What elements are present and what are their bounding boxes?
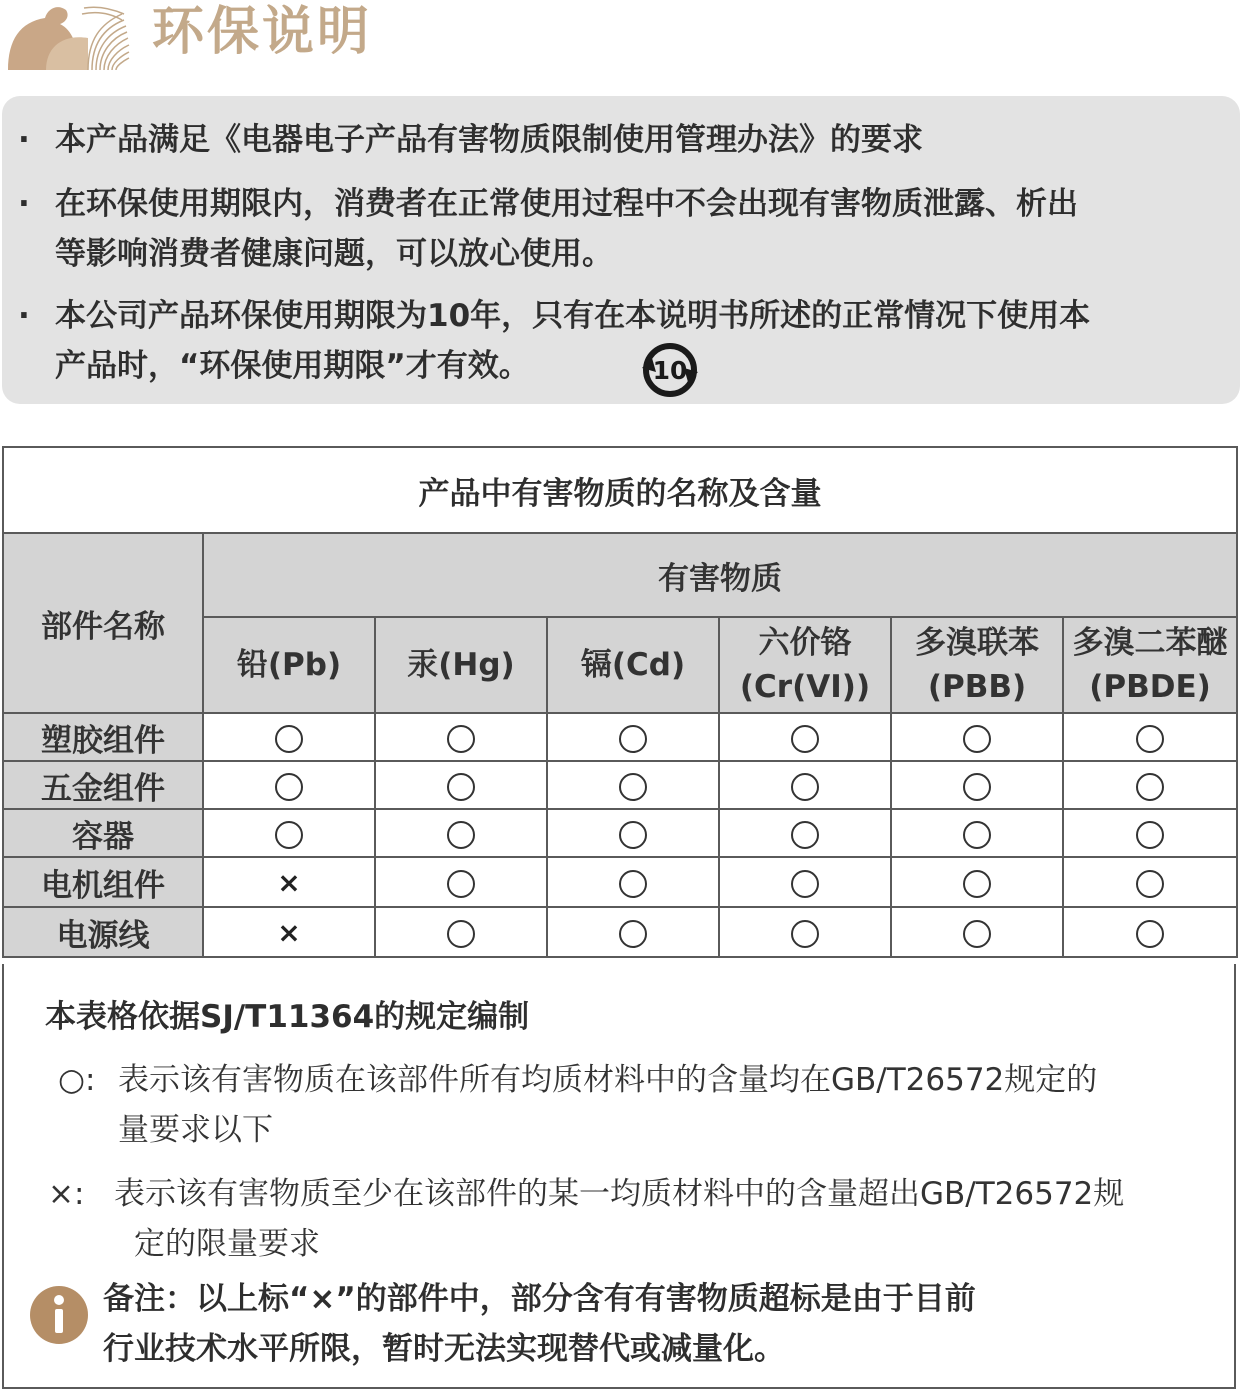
substance-header-hg: 汞(Hg) [375,617,547,713]
bullet-dot: · [18,122,30,158]
page-header [0,0,1240,80]
hazardous-substances-table [2,446,1238,958]
substance-status-cell [1063,907,1237,957]
part-name-cell: 五金组件 [3,761,203,809]
substance-status-cell [547,809,719,857]
substance-status-cell [719,761,891,809]
info-icon [30,1286,88,1344]
legend-symbol: ○: [58,1062,96,1098]
table-row [3,907,1237,957]
environmental-protection-period-icon [638,338,702,402]
statement-text: 本公司产品环保使用期限为10年，只有在本说明书所述的正常情况下使用本 [55,298,1091,334]
compliant-mark [1136,821,1164,849]
compliant-mark [619,773,647,801]
table-row [3,761,1237,809]
compliant-mark [791,870,819,898]
substance-status-cell [375,907,547,957]
compliant-mark [619,725,647,753]
substance-status-cell [1063,761,1237,809]
compliant-mark [447,920,475,948]
substance-header-pbde: 多溴二苯醚 (PBDE) [1063,617,1237,713]
compliant-mark [447,821,475,849]
legend-text: 量要求以下 [118,1112,273,1148]
compliant-mark [963,870,991,898]
statement-text: 等影响消费者健康问题，可以放心使用。 [55,236,613,272]
substance-status-cell [547,857,719,907]
substance-status-cell [547,713,719,761]
substance-status-cell [719,809,891,857]
part-name-header: 部件名称 [3,533,203,713]
compliant-mark [447,773,475,801]
compliant-mark [1136,870,1164,898]
substance-status-cell [203,907,375,957]
substance-status-cell [203,809,375,857]
substance-header-pb: 铅(Pb) [203,617,375,713]
substance-status-cell [719,713,891,761]
compliant-mark [791,821,819,849]
legend-circle [58,1055,1218,1155]
compliant-mark [619,870,647,898]
table-row [3,857,1237,907]
part-name-cell: 容器 [3,809,203,857]
legend-text: 表示该有害物质至少在该部件的某一均质材料中的含量超出GB/T26572规 [114,1176,1125,1212]
table-row [3,713,1237,761]
exceeds-mark: × [277,916,301,949]
substance-status-cell [203,761,375,809]
exceeds-mark: × [277,866,301,899]
substance-status-cell [375,761,547,809]
compliant-mark [1136,773,1164,801]
part-name-cell: 塑胶组件 [3,713,203,761]
compliant-mark [1136,920,1164,948]
substance-status-cell [719,857,891,907]
compliant-mark [963,821,991,849]
statement-text: 产品时，“环保使用期限”才有效。 [55,348,530,384]
substance-header-cr6: 六价铬 (Cr(VI)) [719,617,891,713]
remark-line: 行业技术水平所限，暂时无法实现替代或减量化。 [103,1331,785,1367]
compliant-mark [275,821,303,849]
compliant-mark [963,773,991,801]
substance-status-cell [891,907,1063,957]
hazardous-substances-header: 有害物质 [203,533,1237,617]
brand-logo-icon [0,0,130,72]
substance-status-cell [547,907,719,957]
statement-text: 本产品满足《电器电子产品有害物质限制使用管理办法》的要求 [55,122,923,158]
substance-status-cell [1063,713,1237,761]
substance-status-cell [1063,857,1237,907]
substance-status-cell [891,809,1063,857]
table-basis-note: 本表格依据SJ/T11364的规定编制 [45,999,530,1035]
table-row [3,809,1237,857]
substance-status-cell [375,713,547,761]
compliant-mark [619,821,647,849]
page-title: 环保说明 [152,2,373,62]
compliant-mark [963,920,991,948]
badge-years: 10 [652,356,688,385]
remark-note [103,1274,976,1374]
substance-status-cell [375,857,547,907]
compliant-mark [447,725,475,753]
statement-text: 在环保使用期限内，消费者在正常使用过程中不会出现有害物质泄露、析出 [55,186,1078,222]
part-name-cell: 电机组件 [3,857,203,907]
compliant-mark [275,773,303,801]
bullet-dot: · [18,298,30,334]
compliant-mark [619,920,647,948]
substance-header-pbb: 多溴联苯 (PBB) [891,617,1063,713]
compliant-mark [963,725,991,753]
compliant-mark [447,870,475,898]
compliant-mark [1136,725,1164,753]
compliant-mark [275,725,303,753]
legend-text: 定的限量要求 [134,1226,320,1262]
part-name-cell: 电源线 [3,907,203,957]
substance-status-cell [203,857,375,907]
remark-line: 备注：以上标“×”的部件中，部分含有有害物质超标是由于目前 [103,1281,976,1317]
substance-status-cell [203,713,375,761]
substance-status-cell [719,907,891,957]
legend-text: 表示该有害物质在该部件所有均质材料中的含量均在GB/T26572规定的 [118,1062,1098,1098]
compliant-mark [791,725,819,753]
bullet-dot: · [18,186,30,222]
table-caption: 产品中有害物质的名称及含量 [3,447,1237,533]
compliant-mark [791,920,819,948]
substance-status-cell [891,857,1063,907]
substance-status-cell [375,809,547,857]
legend-symbol: ×: [48,1176,85,1212]
compliant-mark [791,773,819,801]
legend-cross [48,1169,1228,1269]
substance-status-cell [547,761,719,809]
substance-status-cell [1063,809,1237,857]
substance-status-cell [891,761,1063,809]
substance-header-cd: 镉(Cd) [547,617,719,713]
substance-status-cell [891,713,1063,761]
